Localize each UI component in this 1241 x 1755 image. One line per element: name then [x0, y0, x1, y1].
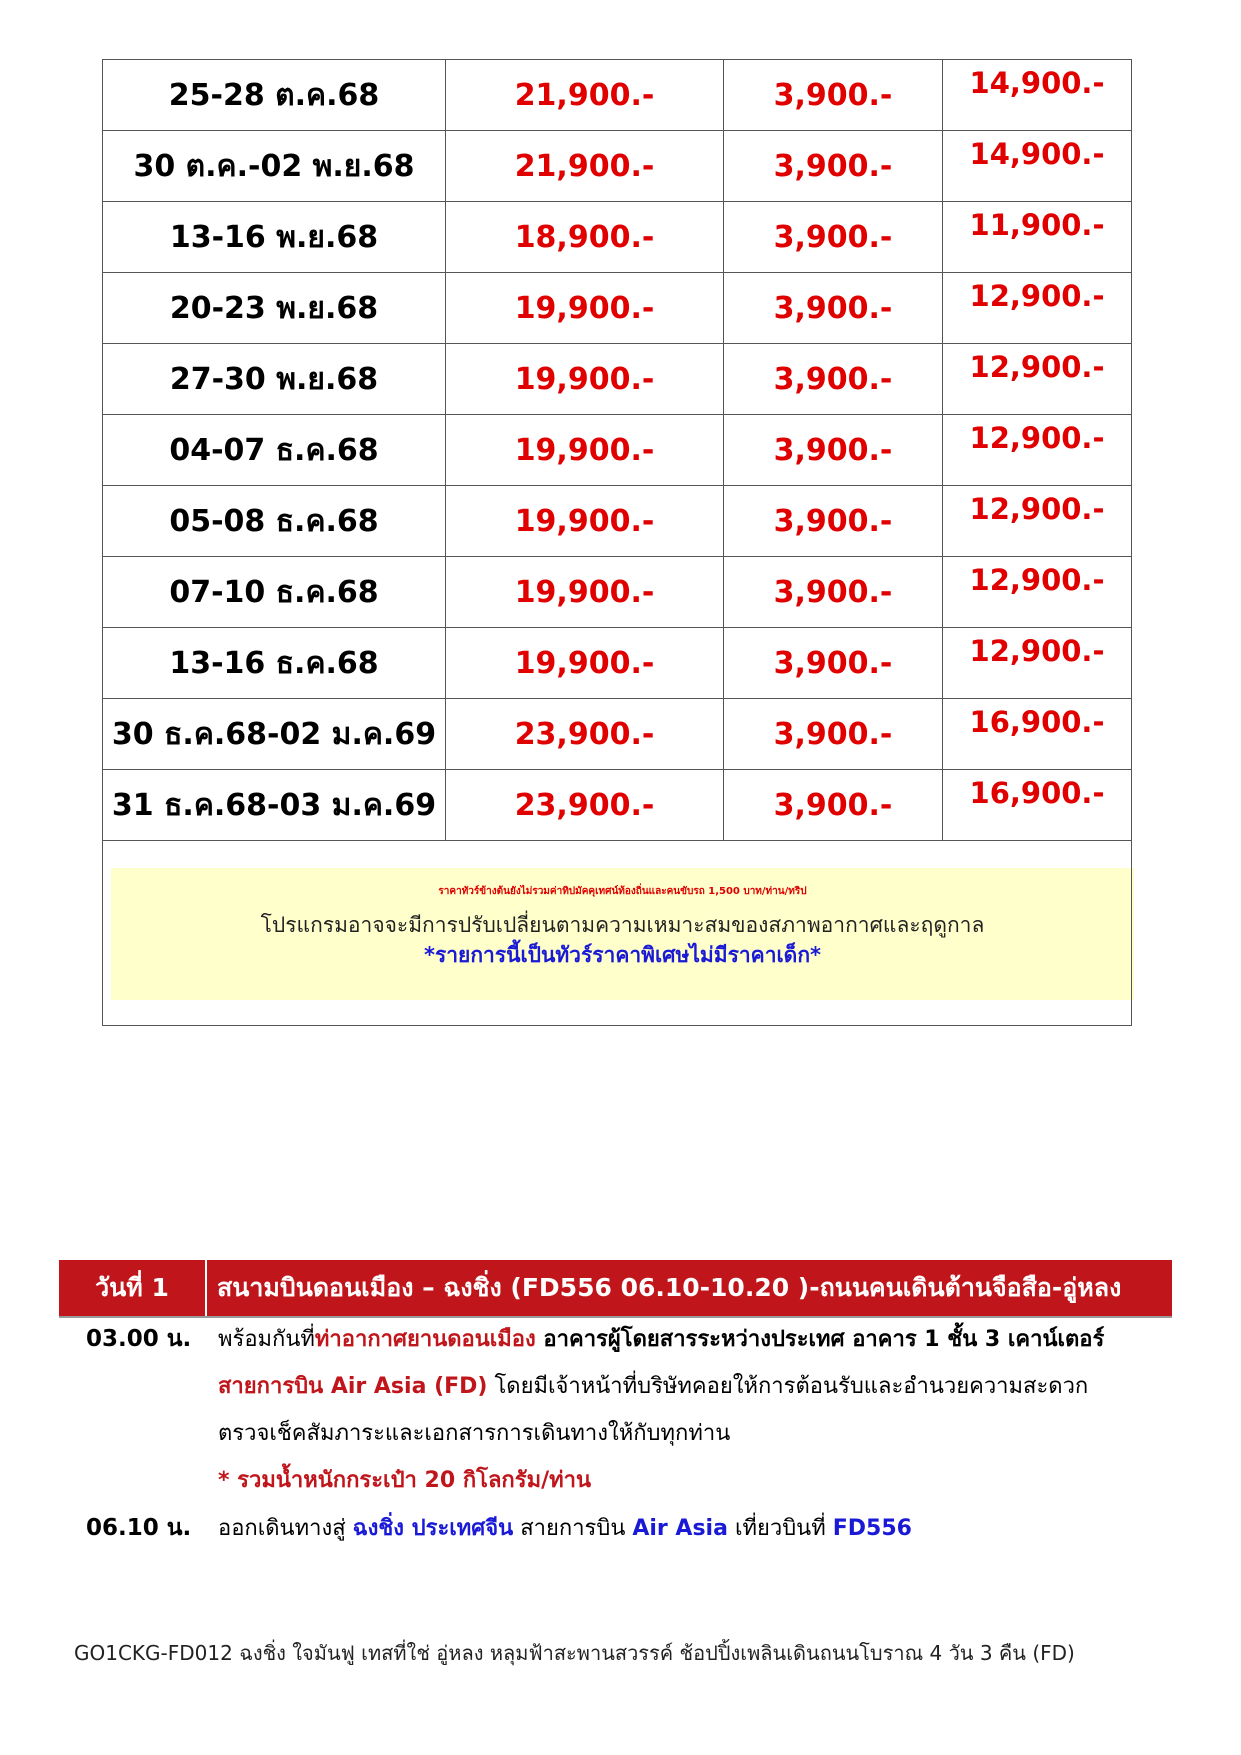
- travel-date: 04-07 ธ.ค.68: [103, 415, 446, 486]
- price-notes-cell: [103, 841, 1132, 1026]
- child-price: 12,900.-: [943, 628, 1132, 699]
- child-price: 16,900.-: [943, 770, 1132, 841]
- price-row: [103, 415, 1132, 486]
- adult-price: 21,900.-: [446, 131, 724, 202]
- flight-number: FD556: [832, 1516, 912, 1541]
- entry2-tc: สายการบิน: [513, 1516, 633, 1541]
- weather-note: โปรแกรมอาจจะมีการปรับเปลี่ยนตามความเหมาะสมของสภาพอากาศและฤดูกาล: [260, 913, 985, 937]
- travel-date: 31 ธ.ค.68-03 ม.ค.69: [103, 770, 446, 841]
- single-supplement: 3,900.-: [724, 60, 943, 131]
- price-row: [103, 273, 1132, 344]
- adult-price: 23,900.-: [446, 770, 724, 841]
- single-supplement: 3,900.-: [724, 486, 943, 557]
- price-row: [103, 131, 1132, 202]
- entry2-ta: ออกเดินทางสู่: [218, 1516, 353, 1541]
- adult-price: 23,900.-: [446, 699, 724, 770]
- price-row: [103, 699, 1132, 770]
- entry1-line1: [218, 1321, 1104, 1356]
- single-supplement: 3,900.-: [724, 770, 943, 841]
- price-row: [103, 344, 1132, 415]
- single-supplement: 3,900.-: [724, 628, 943, 699]
- price-notes-row: [103, 841, 1132, 1026]
- price-notes-box: [111, 868, 1134, 1000]
- day-divider: [59, 1316, 1172, 1318]
- travel-date: 30 ธ.ค.68-02 ม.ค.69: [103, 699, 446, 770]
- entry1-l2b: โดยมีเจ้าหน้าที่บริษัทคอยให้การต้อนรับและอำนวยความสะดวก: [487, 1374, 1089, 1399]
- child-price: 14,900.-: [943, 131, 1132, 202]
- special-price-note: *รายการนี้เป็นทัวร์ราคาพิเศษไม่มีราคาเด็ก*: [423, 943, 822, 967]
- travel-date: 25-28 ต.ค.68: [103, 60, 446, 131]
- price-row: [103, 628, 1132, 699]
- price-row: [103, 60, 1132, 131]
- adult-price: 19,900.-: [446, 628, 724, 699]
- day-header: [59, 1260, 1172, 1316]
- child-price: 12,900.-: [943, 273, 1132, 344]
- time-0300: 03.00 น.: [86, 1326, 192, 1352]
- travel-date: 27-30 พ.ย.68: [103, 344, 446, 415]
- price-row: [103, 202, 1132, 273]
- adult-price: 18,900.-: [446, 202, 724, 273]
- child-price: 11,900.-: [943, 202, 1132, 273]
- adult-price: 19,900.-: [446, 486, 724, 557]
- travel-date: 13-16 ธ.ค.68: [103, 628, 446, 699]
- child-price: 12,900.-: [943, 415, 1132, 486]
- single-supplement: 3,900.-: [724, 344, 943, 415]
- baggage-note: * รวมน้ำหนักกระเป๋า 20 กิโลกรัม/ท่าน: [218, 1468, 592, 1493]
- entry2-te: เที่ยวบินที่: [727, 1516, 833, 1541]
- airline-name-2: Air Asia: [632, 1516, 728, 1541]
- single-supplement: 3,900.-: [724, 415, 943, 486]
- entry1-line3: ตรวจเช็คสัมภาระและเอกสารการเดินทางให้กับทุกท่าน: [218, 1421, 731, 1446]
- footer-program-code: GO1CKG-FD012 ฉงชิ่ง ใจมันฟู เทสที่ใช่ อู่หลง หลุมฟ้าสะพานสวรรค์ ช้อปปิ้งเพลินเดินถนนโบราณ 4 วัน 3 คืน (FD): [74, 1641, 1075, 1665]
- adult-price: 19,900.-: [446, 344, 724, 415]
- entry2-line: [218, 1510, 912, 1545]
- travel-date: 20-23 พ.ย.68: [103, 273, 446, 344]
- day-label: วันที่ 1: [59, 1260, 207, 1316]
- child-price: 12,900.-: [943, 486, 1132, 557]
- destination: ฉงชิ่ง ประเทศจีน: [352, 1516, 514, 1541]
- child-price: 12,900.-: [943, 557, 1132, 628]
- child-price: 12,900.-: [943, 344, 1132, 415]
- travel-date: 13-16 พ.ย.68: [103, 202, 446, 273]
- single-supplement: 3,900.-: [724, 557, 943, 628]
- single-supplement: 3,900.-: [724, 273, 943, 344]
- airport-name: ท่าอากาศยานดอนเมือง: [314, 1327, 536, 1352]
- child-price: 14,900.-: [943, 60, 1132, 131]
- single-supplement: 3,900.-: [724, 202, 943, 273]
- price-table: [102, 59, 1132, 1026]
- travel-date: 07-10 ธ.ค.68: [103, 557, 446, 628]
- airline-name: สายการบิน Air Asia (FD): [218, 1374, 488, 1399]
- price-table-body: [103, 60, 1132, 841]
- adult-price: 19,900.-: [446, 557, 724, 628]
- adult-price: 19,900.-: [446, 273, 724, 344]
- entry1-line2: [218, 1368, 1088, 1403]
- tip-note: ราคาทัวร์ข้างต้นยังไม่รวมค่าทิปมัคคุเทศน์ท้องถิ่นและคนขับรถ 1,500 บาท/ท่าน/ทริป: [438, 886, 807, 897]
- single-supplement: 3,900.-: [724, 131, 943, 202]
- terminal-info: อาคารผู้โดยสารระหว่างประเทศ อาคาร 1 ชั้น 3 เคาน์เตอร์: [535, 1327, 1105, 1352]
- single-supplement: 3,900.-: [724, 699, 943, 770]
- entry1-l1a: พร้อมกันที่: [218, 1327, 315, 1352]
- adult-price: 19,900.-: [446, 415, 724, 486]
- price-row: [103, 770, 1132, 841]
- travel-date: 05-08 ธ.ค.68: [103, 486, 446, 557]
- adult-price: 21,900.-: [446, 60, 724, 131]
- price-row: [103, 557, 1132, 628]
- travel-date: 30 ต.ค.-02 พ.ย.68: [103, 131, 446, 202]
- price-row: [103, 486, 1132, 557]
- time-0610: 06.10 น.: [86, 1515, 192, 1541]
- child-price: 16,900.-: [943, 699, 1132, 770]
- day-title: สนามบินดอนเมือง – ฉงชิ่ง (FD556 06.10-10.20 )-ถนนคนเดินต้านจือสือ-อู่หลง: [217, 1273, 1122, 1302]
